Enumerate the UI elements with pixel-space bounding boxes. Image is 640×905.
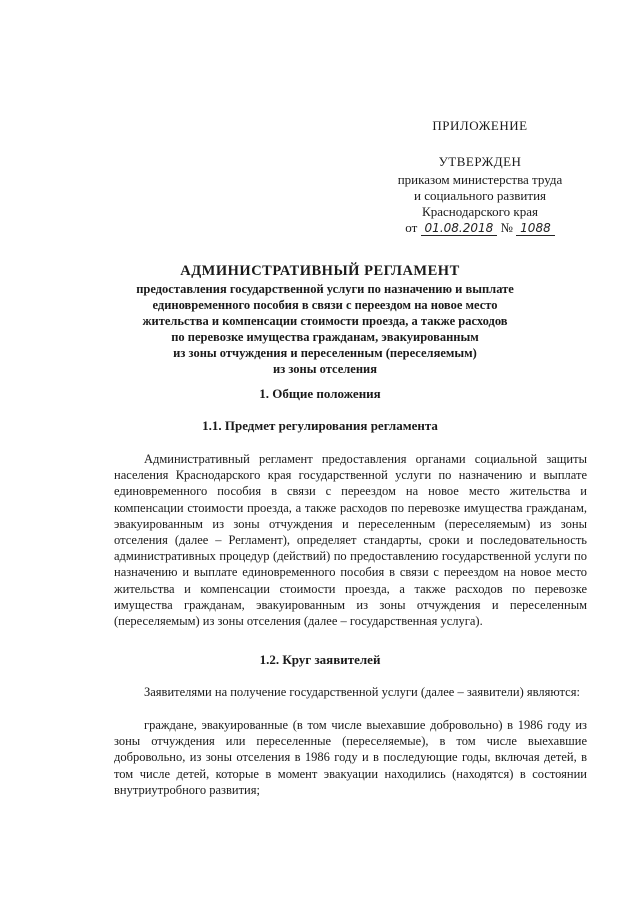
regulation-title: АДМИНИСТРАТИВНЫЙ РЕГЛАМЕНТ <box>180 263 460 279</box>
approval-line-3: Краснодарского края <box>422 204 538 219</box>
approval-line-2: и социального развития <box>413 188 547 203</box>
section-heading-applicants: 1.2. Круг заявителей <box>259 652 381 667</box>
paragraph-applicants-list: граждане, эвакуированные (в том числе выехавшие добровольно) в 1986 году из зоны отчуждения или переселенные (переселяемые), в том числе выехавшие добровольно, из зоны отселения в 1986 году и в последующие годы, включая детей, в том числе детей, которые в момент эвакуации находились (находятся) в состоянии внутриутробного развития; <box>114 718 587 797</box>
order-number: 1088 <box>516 221 555 236</box>
approval-stamp <box>360 118 600 236</box>
regulation-subtitle <box>110 281 540 377</box>
section-heading-general: 1. Общие положения <box>259 386 381 401</box>
subtitle-line: единовременного пособия в связи с переездом на новое место <box>152 298 498 312</box>
date-prefix: от <box>405 220 418 235</box>
approval-line-1: приказом министерства труда <box>397 172 563 187</box>
section-heading-subject: 1.1. Предмет регулирования регламента <box>202 418 438 433</box>
approved-label: УТВЕРЖДЕН <box>438 154 522 169</box>
paragraph-applicants-intro: Заявителями на получение государственной услуги (далее – заявители) являются: <box>144 685 580 699</box>
approval-date-line <box>405 220 554 236</box>
subtitle-line: из зоны отчуждения и переселенным (переселяемым) <box>173 346 477 360</box>
appendix-label: ПРИЛОЖЕНИЕ <box>432 118 528 133</box>
number-prefix: № <box>500 220 513 235</box>
subtitle-line: предоставления государственной услуги по назначению и выплате <box>136 282 514 296</box>
subtitle-line: из зоны отселения <box>273 362 377 376</box>
subtitle-line: жительства и компенсации стоимости проезда, а также расходов <box>142 314 508 328</box>
subtitle-line: по перевозке имущества гражданам, эвакуированным <box>171 330 479 344</box>
order-date: 01.08.2018 <box>421 221 498 236</box>
paragraph-subject: Административный регламент предоставления органами социальной защиты населения Краснодарского края государственной услуги по назначению и выплате единовременного пособия в связи с переездом на новое место жительства и компенсации стоимости проезда, а также расходов по перевозке имущества гражданам, эвакуированным из зоны отчуждения и переселенным (переселяемым) из зоны отселения (далее – Регламент), определяет стандарты, сроки и последовательность административных процедур (действий) по предоставлению государственной услуги по назначению и выплате единовременного пособия в связи с переездом на новое место жительства и компенсации стоимости проезда, а также расходов по перевозке имущества гражданам, эвакуированным из зоны отчуждения и переселенным (переселяемым) из зоны отселения (далее – государственная услуга). <box>114 452 587 629</box>
